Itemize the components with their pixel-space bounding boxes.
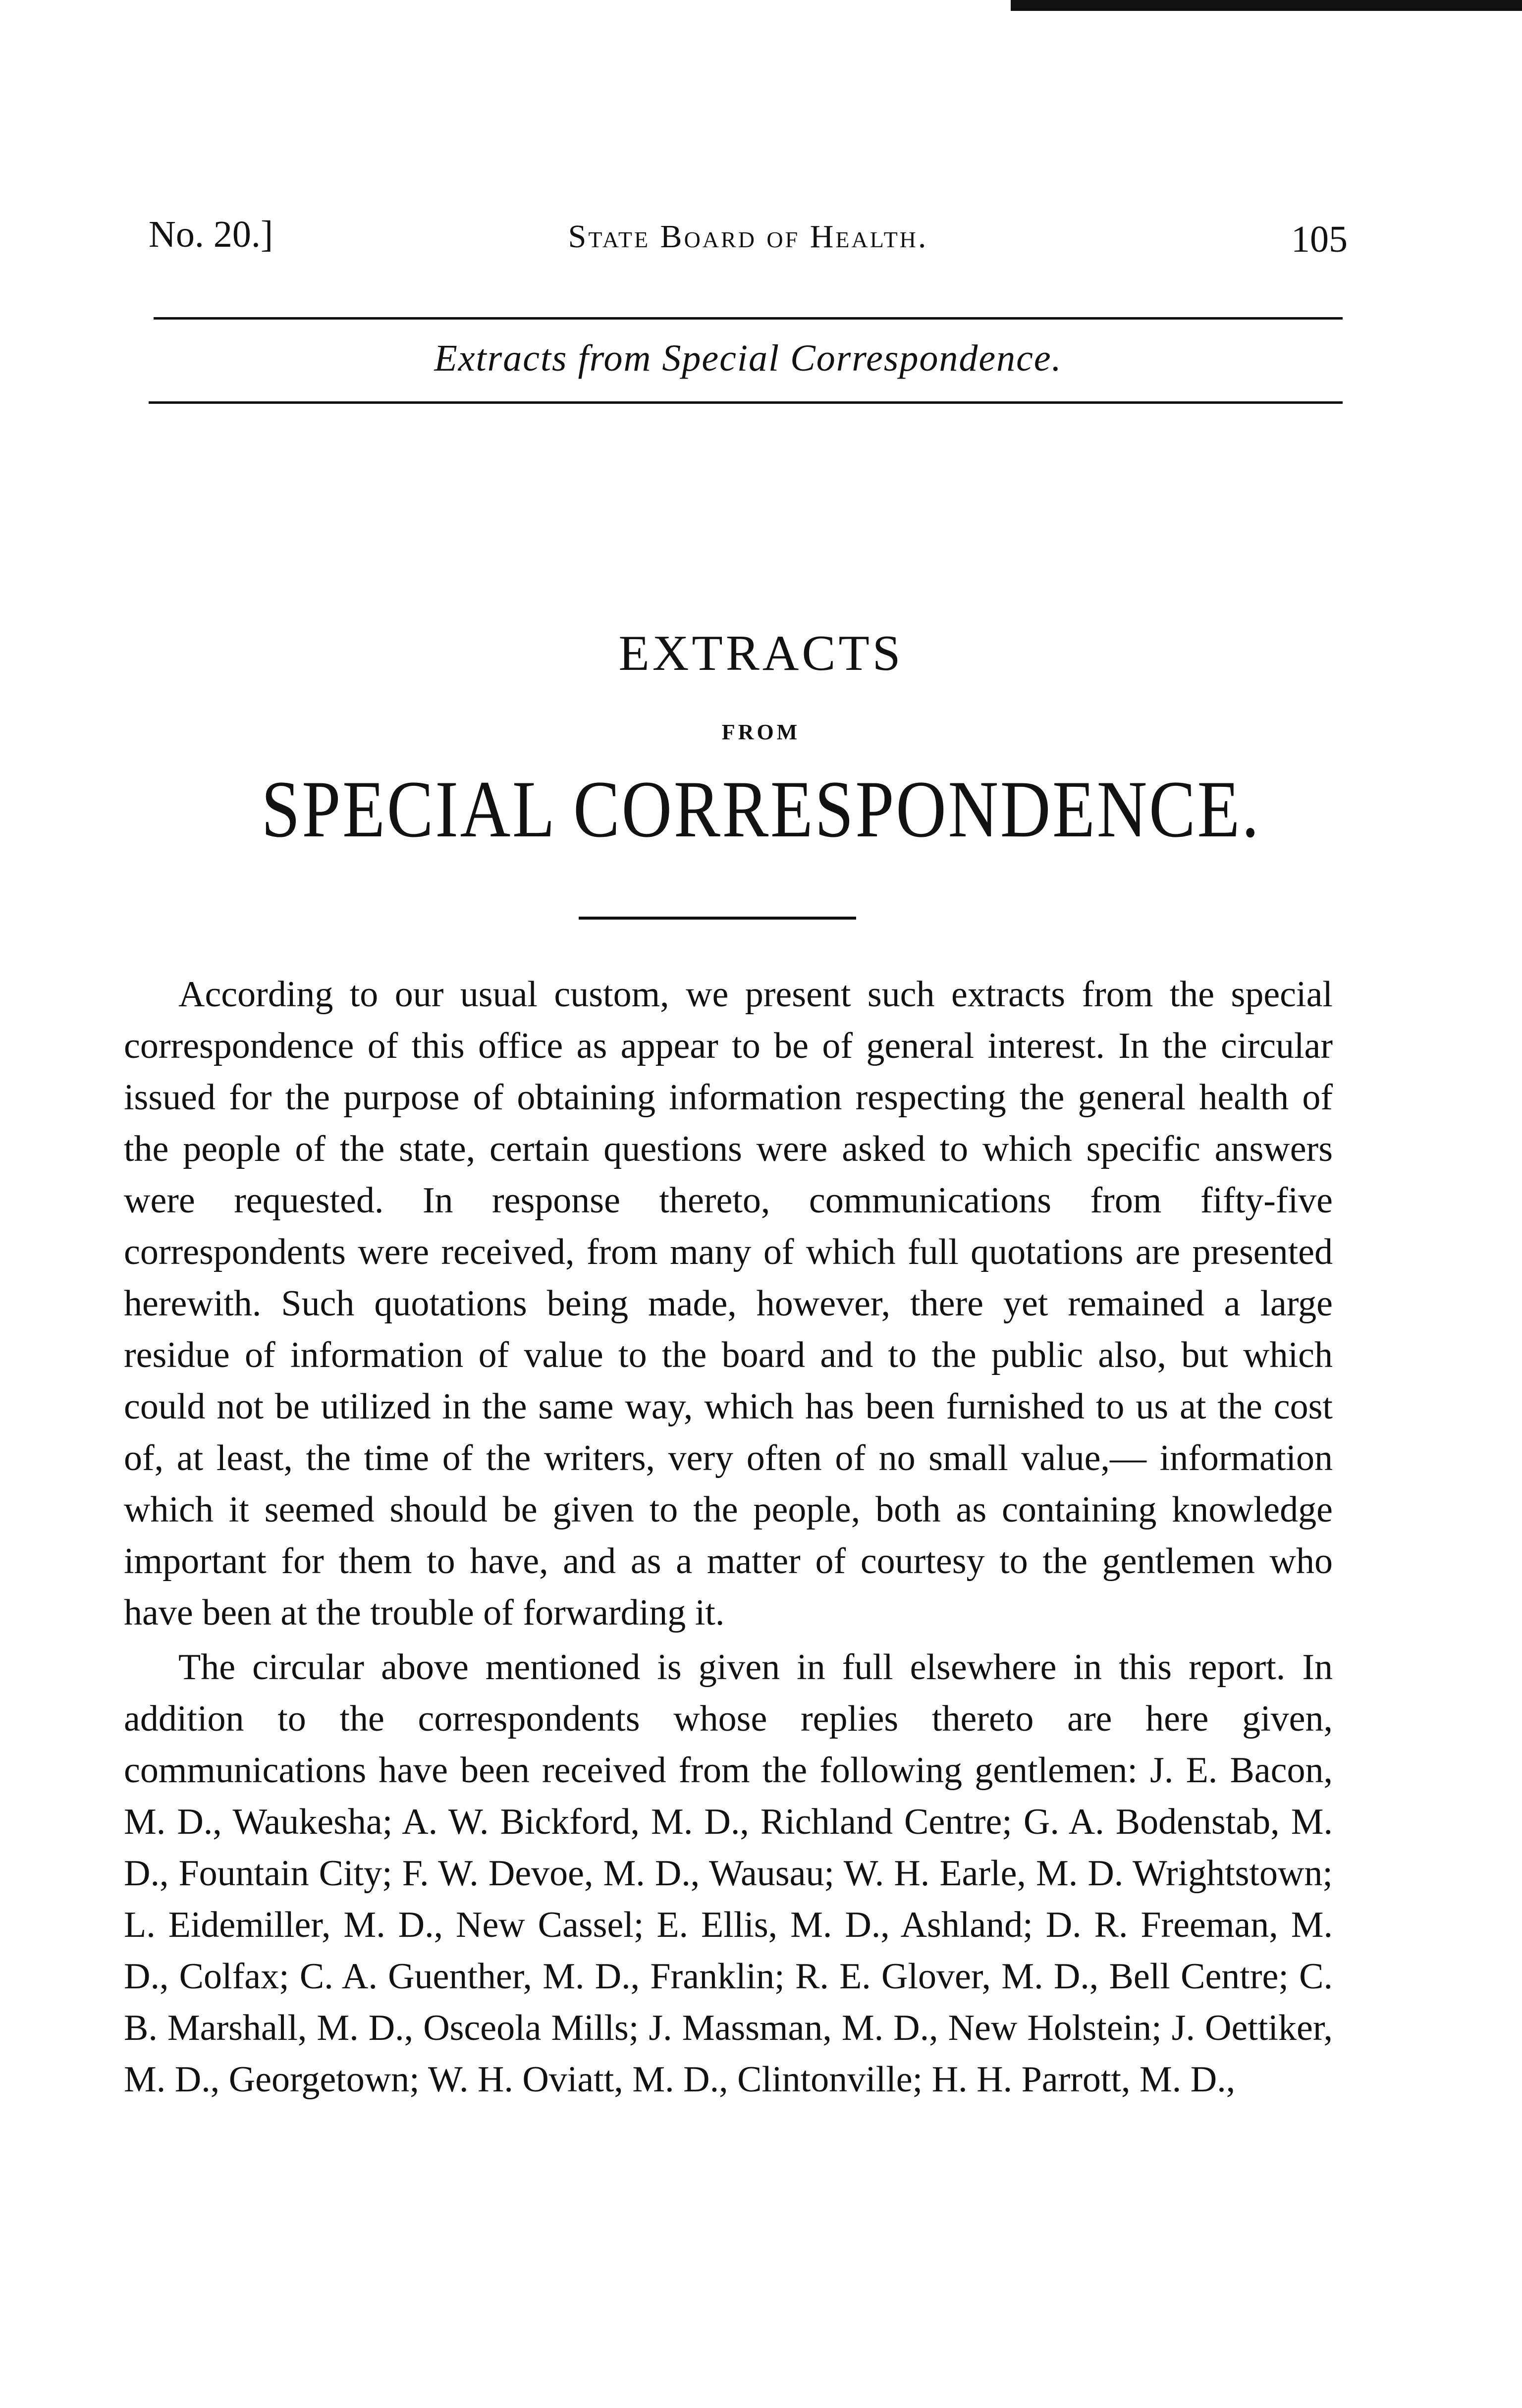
title-main: EXTRACTS	[618, 625, 904, 681]
page-header	[149, 203, 1348, 273]
title-connector: FROM	[721, 720, 801, 744]
running-head: State Board of Health.	[568, 219, 928, 255]
paragraph: The circular above mentioned is given in full elsewhere in this report. In addition to the correspondents whose replies thereto are here given, communications have been received from the following gentlemen: J. E. Bacon, M. D., Waukesha; A. W. Bickford, M. D., Richland Centre; G. A. Bodenstab, M. D., Fountain City; F. W. Devoe, M. D., Wausau; W. H. Earle, M. D. Wrightstown; L. Eidemiller, M. D., New Cassel; E. Ellis, M. D., Ashland; D. R. Freeman, M. D., Colfax; C. A. Guenther, M. D., Franklin; R. E. Glover, M. D., Bell Centre; C. B. Marshall, M. D., Osceola Mills; J. Massman, M. D., New Holstein; J. Oettiker, M. D., Georgetown; W. H. Oviatt, M. D., Clintonville; H. H. Parrott, M. D.,	[124, 1647, 1333, 2100]
top-edge-rule	[1011, 0, 1522, 11]
title-divider	[579, 917, 856, 920]
page-number: 105	[1291, 219, 1348, 260]
header-rule-top	[154, 317, 1343, 320]
title-subtitle: SPECIAL CORRESPONDENCE.	[261, 765, 1261, 854]
document-number: No. 20.]	[149, 214, 273, 255]
section-running-title: Extracts from Special Correspondence.	[434, 337, 1062, 379]
paragraph: According to our usual custom, we present such extracts from the special correspondence of this office as appear to be of general interest. In the circular issued for the purpose of obtaining information respecting the general health of the people of the state, certain questions were asked to which specific answers were requested. In response thereto, communications from fifty-five correspondents were received, from many of which full quotations are presented herewith. Such quotations being made, however, there yet remained a large residue of information of value to the board and to the public also, but which could not be utilized in the same way, which has been furnished to us at the cost of, at least, the time of the writers, very often of no small value,— information which it seemed should be given to the people, both as containing knowledge important for them to have, and as a matter of courtesy to the gentlemen who have been at the trouble of forwarding it.	[124, 974, 1333, 1633]
body-text	[124, 969, 1333, 2105]
header-rule-bottom	[149, 401, 1343, 404]
